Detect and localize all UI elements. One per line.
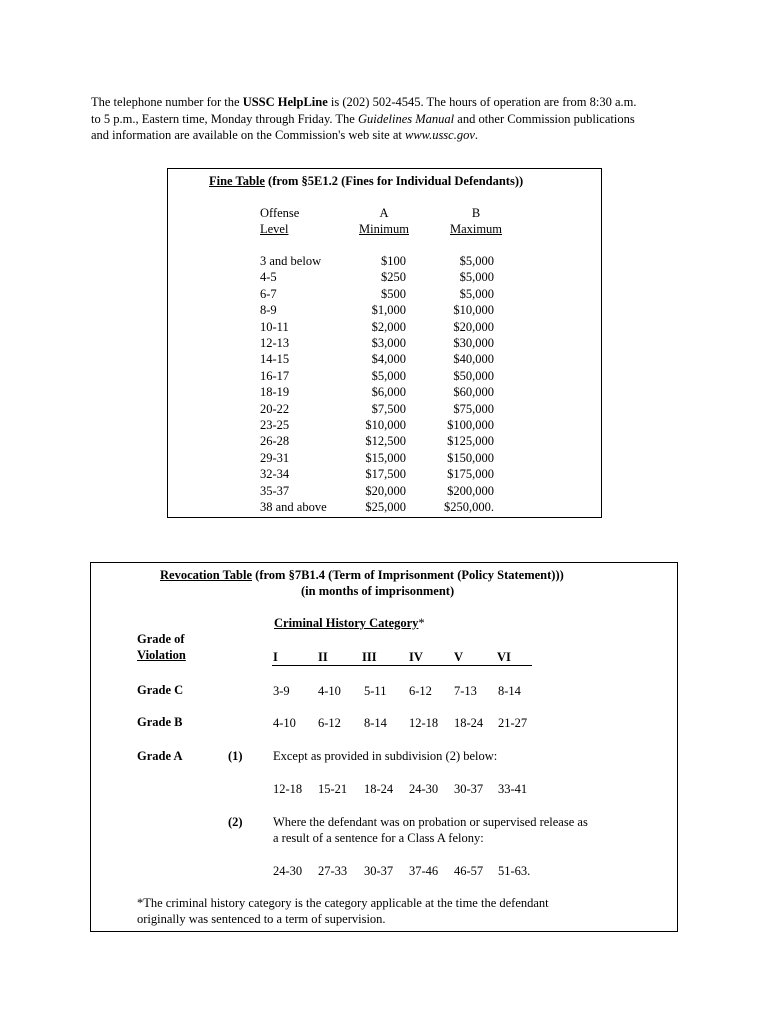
fine-row-level: 23-25: [260, 418, 290, 432]
grade-b-label: Grade B: [137, 715, 183, 729]
fine-row-minimum: $4,000: [371, 352, 406, 367]
category-i: I: [273, 650, 278, 664]
category-iii: III: [362, 650, 377, 664]
category-vi: VI: [497, 650, 511, 664]
range-value: 51-63.: [498, 864, 531, 878]
fine-row-level: 6-7: [260, 286, 277, 301]
fine-row-maximum: $60,000: [453, 385, 494, 400]
intro-line-1: The telephone number for the USSC HelpLine is (202) 502-4545. The hours of operation are from 8:30 a.m.: [91, 95, 637, 109]
fine-col-a-header: A Minimum: [358, 206, 409, 236]
range-value: 5-11: [364, 684, 387, 698]
fine-row-minimum: $500: [381, 286, 406, 301]
range-value: 24-30: [409, 782, 439, 796]
range-value: 8-14: [364, 716, 387, 730]
fine-row-level: 20-22: [260, 401, 290, 416]
fine-row-level: 14-15: [260, 352, 290, 367]
intro-line-3: and information are available on the Commission's web site at www.ussc.gov.: [91, 128, 479, 142]
intro-line-2: to 5 p.m., Eastern time, Monday through Friday. The Guidelines Manual and other Commission publications: [91, 111, 635, 126]
range-value: 3-9: [273, 684, 290, 698]
revocation-table-title: Revocation Table (from §7B1.4 (Term of Imprisonment (Policy Statement))): [160, 568, 564, 582]
fine-row-minimum: $3,000: [371, 336, 406, 350]
fine-row-maximum: $100,000: [447, 418, 494, 432]
range-value: 24-30: [273, 864, 303, 878]
fine-row-maximum: $200,000: [447, 483, 494, 498]
fine-row-minimum: $15,000: [365, 450, 406, 465]
category-header-row: [272, 649, 532, 666]
range-value: 37-46: [409, 864, 439, 878]
range-value: 30-37: [454, 782, 484, 796]
fine-row-minimum: $1,000: [371, 303, 406, 318]
fine-row-maximum: $125,000: [447, 434, 494, 449]
criminal-history-category-header: Criminal History Category*: [274, 616, 425, 630]
grade-a-subdivision-2-number: (2): [228, 815, 243, 829]
website-link[interactable]: www.ussc.gov: [404, 128, 475, 142]
category-iv: IV: [409, 650, 423, 664]
grade-a-label: Grade A: [137, 749, 183, 763]
fine-row-maximum: $30,000: [453, 336, 494, 350]
range-value: 12-18: [409, 716, 439, 730]
range-value: 21-27: [498, 716, 528, 730]
range-value: 4-10: [273, 716, 296, 730]
fine-row-minimum: $10,000: [365, 418, 406, 432]
grade-a-subdivision-1-text: Except as provided in subdivision (2) below:: [273, 749, 498, 763]
category-v: V: [454, 650, 464, 664]
fine-row-maximum: $5,000: [459, 254, 494, 268]
fine-row-minimum: $6,000: [371, 385, 406, 400]
revocation-table-box: [90, 562, 678, 932]
fine-row-maximum: $40,000: [453, 352, 494, 367]
fine-row-level: 26-28: [260, 434, 290, 449]
fine-row-level: 32-34: [260, 467, 290, 482]
fine-row-level: 35-37: [260, 483, 290, 498]
range-value: 18-24: [454, 716, 484, 730]
grade-a-subdivision-2-text: Where the defendant was on probation or supervised release as a result of a sentence for a Class A felony:: [273, 815, 588, 845]
fine-row-level: 12-13: [260, 336, 290, 350]
fine-row-minimum: $100: [381, 254, 406, 268]
fine-row-minimum: $5,000: [371, 368, 406, 383]
fine-row-level: 4-5: [260, 270, 277, 285]
fine-row-minimum: $2,000: [371, 319, 406, 334]
fine-row-maximum: $5,000: [459, 270, 494, 285]
revocation-footnote: *The criminal history category is the category applicable at the time the defendant originally was sentenced to a term of supervision.: [137, 896, 549, 926]
grade-a-subdivision-1-number: (1): [228, 749, 243, 763]
fine-row-level: 3 and below: [260, 254, 322, 268]
intro-paragraph: [91, 94, 691, 144]
fine-row-maximum: $75,000: [453, 401, 494, 416]
range-value: 12-18: [273, 782, 303, 796]
fine-table-title: Fine Table (from §5E1.2 (Fines for Individual Defendants)): [209, 174, 524, 188]
helpline-name: USSC HelpLine: [242, 95, 328, 109]
fine-row-level: 18-19: [260, 385, 290, 400]
fine-row-maximum: $5,000: [459, 286, 494, 301]
fine-table-box: [167, 168, 602, 518]
range-value: 8-14: [498, 684, 521, 698]
fine-row-minimum: $7,500: [371, 401, 406, 416]
guidelines-manual-title: Guidelines Manual: [357, 111, 455, 126]
range-value: 15-21: [318, 782, 348, 796]
range-value: 6-12: [409, 684, 432, 698]
grade-of-violation-header: Grade of Violation: [137, 632, 186, 662]
fine-row-maximum: $150,000: [447, 450, 494, 465]
fine-row-level: 29-31: [260, 450, 290, 465]
fine-row-minimum: $12,500: [365, 434, 406, 449]
fine-col-offense-header: Offense Level: [260, 206, 300, 236]
range-value: 7-13: [454, 684, 477, 698]
range-value: 30-37: [364, 864, 394, 878]
fine-row-maximum: $250,000.: [444, 500, 494, 514]
grade-c-label: Grade C: [137, 683, 184, 697]
fine-row-minimum: $25,000: [365, 500, 406, 514]
range-value: 27-33: [318, 864, 348, 878]
fine-row-level: 10-11: [260, 319, 289, 334]
range-value: 46-57: [454, 864, 484, 878]
range-value: 18-24: [364, 782, 394, 796]
fine-row-maximum: $20,000: [453, 319, 494, 334]
revocation-subtitle: (in months of imprisonment): [301, 584, 455, 598]
fine-row-maximum: $10,000: [453, 303, 494, 318]
range-value: 33-41: [498, 782, 528, 796]
fine-row-level: 16-17: [260, 368, 290, 383]
fine-col-b-header: B Maximum: [449, 206, 503, 236]
fine-row-maximum: $50,000: [453, 368, 494, 383]
category-ii: II: [318, 650, 328, 664]
fine-row-maximum: $175,000: [447, 467, 494, 482]
fine-row-level: 38 and above: [260, 500, 327, 514]
range-value: 4-10: [318, 684, 341, 698]
fine-row-minimum: $20,000: [365, 483, 406, 498]
fine-row-minimum: $17,500: [365, 467, 406, 482]
fine-row-level: 8-9: [260, 303, 277, 318]
fine-row-minimum: $250: [381, 270, 406, 285]
range-value: 6-12: [318, 716, 341, 730]
